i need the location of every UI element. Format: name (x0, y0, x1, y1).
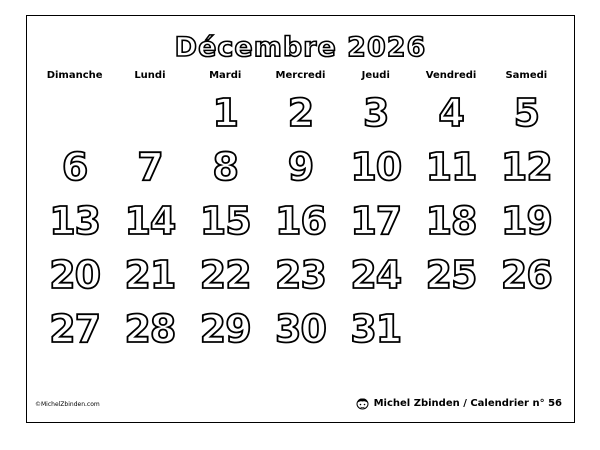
day-cell: 15 (199, 199, 251, 243)
day-cell: 26 (500, 253, 552, 297)
day-cell: 1 (212, 91, 238, 135)
day-cell: 11 (425, 145, 477, 189)
calendar-title: Décembre 2026 (174, 32, 427, 63)
day-cell: 31 (350, 307, 402, 351)
weekday-label: Vendredi (425, 70, 477, 81)
weekday-header-row (37, 70, 564, 86)
empty-day-cell (112, 86, 187, 140)
day-cell: 17 (350, 199, 402, 243)
credit-footer (355, 397, 562, 410)
weekday-label: Mardi (209, 70, 242, 81)
weekday-label: Jeudi (361, 70, 390, 81)
day-cell: 5 (513, 91, 540, 135)
website-footer: ©MichelZbinden.com (35, 401, 100, 408)
day-cell: 24 (350, 253, 402, 297)
calendar-sheet (26, 15, 575, 423)
day-cell: 7 (137, 145, 163, 189)
day-cell: 22 (199, 253, 251, 297)
day-cell: 14 (124, 199, 176, 243)
day-cell: 19 (500, 199, 552, 243)
day-cell: 28 (124, 307, 176, 351)
day-cell: 2 (287, 91, 314, 135)
weekday-label: Mercredi (275, 70, 326, 81)
face-avatar-icon (355, 397, 370, 410)
day-cell: 16 (275, 199, 326, 243)
day-cell: 10 (350, 145, 402, 189)
day-cell: 20 (49, 253, 101, 297)
day-cell: 6 (61, 145, 88, 189)
day-cell: 3 (363, 91, 389, 135)
day-cell: 9 (287, 145, 314, 189)
day-cell: 18 (425, 199, 477, 243)
day-cell: 27 (49, 307, 101, 351)
credit-text: Michel Zbinden / Calendrier n° 56 (373, 398, 562, 409)
day-cell: 12 (500, 145, 552, 189)
weekday-label: Dimanche (46, 70, 103, 81)
day-cell: 29 (199, 307, 251, 351)
weekday-label: Lundi (134, 70, 166, 81)
day-grid (37, 86, 564, 356)
day-cell: 13 (49, 199, 101, 243)
day-cell: 30 (275, 307, 326, 351)
empty-day-cell (37, 86, 112, 140)
day-cell: 4 (438, 91, 464, 135)
day-cell: 21 (124, 253, 176, 297)
day-cell: 8 (212, 145, 238, 189)
day-cell: 25 (425, 253, 477, 297)
day-cell: 23 (275, 253, 326, 297)
weekday-label: Samedi (505, 70, 548, 81)
